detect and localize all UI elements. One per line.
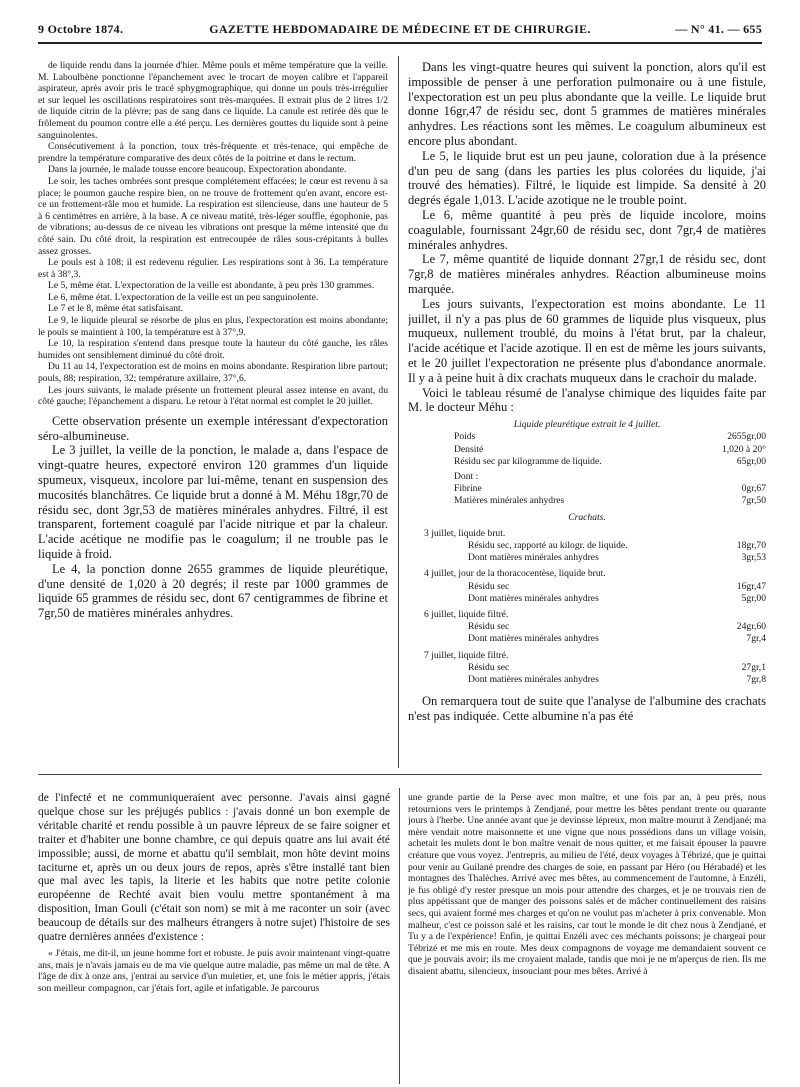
table-row bbox=[408, 581, 766, 593]
feuilleton-divider bbox=[38, 774, 762, 775]
feuilleton-right bbox=[408, 792, 766, 1082]
paragraph: Le 4, la ponction donne 2655 grammes de liquide pleurétique, d'une densité de 1,020 à 20 degrés; il reste par 1000 grammes de liquide 65 grammes de résidu sec, dont 67 centigrammes de fibrine et 7gr,50 de matières minérales anhydres. bbox=[38, 561, 388, 621]
row-label: Dont matières minérales anhydres bbox=[468, 592, 599, 604]
table-row bbox=[408, 552, 766, 564]
table-row bbox=[408, 483, 766, 495]
feuilleton-quote-continued bbox=[408, 792, 766, 978]
row-value: 18gr,70 bbox=[736, 539, 766, 551]
row-label: Dont matières minérales anhydres bbox=[468, 552, 599, 564]
table-row bbox=[408, 444, 766, 456]
paragraph: de l'infecté et ne communiqueraient avec personne. J'avais ainsi gagné quelque chose sur les préjugés publics : j'avais donné un bon exemple de véritable charité et rendu possible à un pauvre lépreux de se faire soigner et traiter et d'habiter une bonne chambre, ce qui depuis quatre ans lui avait été impossible; aussi, de morne et abattu qu'il semblait, mon hôte devint moins taciturne et, après un ou deux jours de repos, après s'être installé tant bien que mal avec les tapis, la literie et les habits que notre petite colonie européenne de Rechté avait bien voulu mettre spontanément à ma disposition, Iman Gouli (c'était son nom) se mit à me raconter un soir (avec beaucoup de détails sur des malheurs étrangers à notre sujet) l'histoire de ses quatre dernières années d'existence : bbox=[38, 792, 390, 944]
row-value: 2655gr,00 bbox=[727, 431, 766, 443]
table-row bbox=[408, 593, 766, 605]
left-column bbox=[38, 60, 388, 770]
paragraph: Dans la journée, le malade tousse encore beaucoup. Expectoration abondante. bbox=[48, 164, 347, 176]
crachats-heading: Crachats. bbox=[568, 511, 606, 523]
row-value: 7gr,8 bbox=[746, 673, 766, 685]
row-label: Densité bbox=[454, 443, 484, 455]
feuilleton-text bbox=[38, 792, 390, 945]
paragraph: Cette observation présente un exemple intéressant d'expectoration séro-albumineuse. bbox=[38, 413, 388, 443]
table-row bbox=[408, 495, 766, 507]
paragraph: Les jours suivants, l'expectoration est moins abondante. Le 11 juillet, il n'y a pas plus de 60 grammes de liquide plus visqueux, plus muqueux, nullement troublé, du moins à l'état brut, par la chaleur, l'acide acétique et l'acide azotique. Il en est de même les jours suivants, et le 20 juillet l'expectoration ne présente plus d'abondance anormale. Il y a à peine huit à dix crachats muqueux dans le crachoir du malade. bbox=[408, 296, 766, 385]
table-row bbox=[408, 431, 766, 443]
paragraph: Consécutivement à la ponction, toux très-fréquente et très-tenace, qui empêche de prendre la température comparative des deux côtés de la poitrine et dans le rectum. bbox=[38, 141, 388, 164]
row-value: 16gr,47 bbox=[736, 580, 766, 592]
row-label: Poids bbox=[454, 431, 476, 443]
paragraph: « J'étais, me dit-il, un jeune homme fort et robuste. Je puis avoir maintenant vingt-quatre ans, mais je n'avais jamais eu de ma vie quelque autre maladie, pas même un mal de tête. A l'âge de dix à onze ans, j'entrai au service d'un muletier, et, une fois le métier appris, j'étais son meilleur compagnon, car j'étais fort, agile et infatigable. Je parcourus bbox=[38, 947, 390, 994]
row-value: 0gr,67 bbox=[741, 483, 766, 495]
row-label: Résidu sec bbox=[468, 621, 510, 633]
paragraph: Le pouls est à 108; il est redevenu régulier. Les respirations sont à 36. La température est à 38°,3. bbox=[38, 257, 388, 280]
journal-title: GAZETTE HEBDOMADAIRE DE MÉDECINE ET DE CHIRURGIE. bbox=[209, 22, 591, 36]
issue-page-number: — N° 41. — 655 bbox=[675, 22, 762, 36]
row-value: 7gr,50 bbox=[741, 495, 766, 507]
group-head: 3 juillet, liquide brut. bbox=[424, 527, 506, 539]
table-row bbox=[408, 456, 766, 468]
paragraph: Dans les vingt-quatre heures qui suivent la ponction, alors qu'il est impossible de penser à une perforation pulmonaire ou à une fistule, l'expectoration est un peu plus abondante que la veille. Le liquide brut donne 16gr,47 de résidu sec, dont 5 grammes de matières minérales anhydres. Les réactions sont les mêmes. Le coagulum albumineux est encore plus abondant. bbox=[408, 60, 766, 148]
paragraph: de liquide rendu dans la journée d'hier. Même pouls et même température que la veille. M. Laboulbène ponctionne l'épanchement avec le trocart de moyen calibre et l'appareil aspirateur, après avoir pris le tracé sphygmographique, qui donne un pouls très-irrégulier et sur lequel les oscillations respiratoires sont très-marquées. Il extrait plus de 2 litres 1/2 de liquide citrin de la plèvre; pas de sang dans ce liquide. La canule est retirée dès que le frôlement du poumon contre elle a été perçu. Les dernières gouttes du liquide sont à peine sanguinolentes. bbox=[38, 60, 388, 141]
row-label: Résidu sec, rapporté au kilogr. de liquide. bbox=[468, 539, 628, 551]
paragraph: Les jours suivants, le malade présente un frottement pleural assez intense en avant, du côté gauche; l'épanchement a disparu. Le retour à l'état normal est complet le 20 juillet. bbox=[38, 384, 388, 408]
table-row bbox=[408, 540, 766, 552]
dont-label: Dont : bbox=[454, 470, 479, 482]
group-head: 6 juillet, liquide filtré. bbox=[424, 608, 509, 620]
row-label: Résidu sec par kilogramme de liquide. bbox=[454, 455, 602, 467]
row-label: Fibrine bbox=[454, 483, 482, 495]
paragraph: Le 10, la respiration s'entend dans presque toute la hauteur du côté gauche, les râles humides ont sensiblement diminué du côté droit. bbox=[38, 338, 388, 361]
table-row bbox=[408, 633, 766, 645]
right-column bbox=[408, 60, 766, 770]
column-divider bbox=[398, 56, 399, 768]
paragraph: Le soir, les taches ombrées sont presque complétement effacées; le cœur est revenu à sa place; le poumon gauche respire bien, on ne trouve de frottement qu'en avant, encore est-ce un frottement-râle mou et humide. La respiration est silencieuse, dans une hauteur de 5 à 6 centimètres en arrière, à la base. A ce niveau matité, très-léger souffle, égophonie, pas de vibrations; au-dessus de ce niveau les vibrations ont presque la même intensité que du côté sain. Du côté droit, la respiration est entrecoupée de râles sous-crépitants à bulles assez grosses. bbox=[38, 175, 388, 257]
table-row bbox=[408, 674, 766, 686]
lower-column-divider bbox=[399, 788, 400, 1084]
row-label: Dont matières minérales anhydres bbox=[468, 633, 599, 645]
row-value: 24gr,60 bbox=[736, 621, 766, 633]
right-discussion bbox=[408, 60, 766, 415]
feuilleton-quote bbox=[38, 948, 390, 994]
row-value: 3gr,53 bbox=[741, 552, 766, 564]
paragraph: Le 6, même état. L'expectoration de la veille est un peu sanguinolente. bbox=[48, 291, 319, 303]
row-value: 5gr,00 bbox=[741, 592, 766, 604]
table-row bbox=[408, 621, 766, 633]
paragraph: Le 3 juillet, la veille de la ponction, le malade a, dans l'espace de vingt-quatre heures, expectoré environ 120 grammes d'un liquide spumeux, visqueux, incolore par lui-même, tenant en suspension des mucosités blanchâtres. Ce liquide brut a donné à M. Méhu 18gr,70 de résidu sec, dont 3gr,53 de matières minérales anhydres. Filtré, il est transparent, fortement coagulé par l'acide nitrique et par la chaleur. L'acide acétique ne modifie pas le coagulum; il ne trouble pas le liquide à froid. bbox=[38, 443, 388, 561]
row-label: Résidu sec bbox=[468, 580, 510, 592]
discussion bbox=[38, 414, 388, 621]
paragraph: Le 5, même état. L'expectoration de la veille est abondante, à peu près 130 grammes. bbox=[48, 280, 375, 292]
paragraph: Voici le tableau résumé de l'analyse chimique des liquides faite par M. le docteur Méhu : bbox=[408, 385, 766, 415]
paragraph: Le 9, le liquide pleural se résorbe de plus en plus, l'expectoration est moins abondante; le pouls se maintient à 100, la température est à 37°,9. bbox=[38, 315, 388, 338]
table-title: Liquide pleurétique extrait le 4 juillet. bbox=[513, 419, 661, 431]
closing-text bbox=[408, 694, 766, 724]
row-label: Résidu sec bbox=[468, 661, 510, 673]
running-header bbox=[38, 20, 762, 44]
row-value: 65gr,00 bbox=[736, 455, 766, 467]
case-notes bbox=[38, 60, 388, 408]
row-label: Dont matières minérales anhydres bbox=[468, 673, 599, 685]
paragraph: une grande partie de la Perse avec mon maître, et une fois par an, à peu près, nous retournions vers le printemps à Zendjané, pour mettre les bêtes pendant trente ou quarante jours à l'herbe. Une année avant que je devinsse lépreux, mon maître mourut à Zendjané; ma mère vendait notre maisonnette et une vigne que nous possédions dans un village voisin, achetait les mulets dont le bon maître venait de nous quitter, et me faisait épouser la pauvre créature que vous voyez. J'entrepris, au milieu de l'été, deux voyages à Tébrizé, que je quittai pour venir au Guilané prendre des charges de soie, en passant par Héro (ou Hérabadé) et les montagnes des Thalèches. Arrivé avec mes bêtes, au commencement de l'automne, à Enzéli, je fus obligé d'y rester presque un mois pour attendre des charges, et je ne trouvais rien de plus appétissant que de manger des poissons salés et de mâcher continuellement des raisins secs, qui avaient formé mes charges et qu'on ne voulut pas m'acheter à prix convenable. Mon malheur, c'est ce poisson salé et les raisins, car tout le monde le dit chez nous à Zendjané, et Tu y a de l'expérience! Enfin, je quittai Enzéli avec ces méchants poissons; je chargeai pour Tébrizé et me mis en route. Mes deux compagnons de voyage me demandaient souvent ce que je pouvais avoir; ils me croyaient malade, tandis que moi je ne m'aperçus de rien. Ils me disaient abattu, silencieux, insouciant pour mes bêtes. Arrivé à bbox=[408, 792, 766, 977]
group-head: 4 juillet, jour de la thoracocentèse, liquide brut. bbox=[424, 568, 606, 580]
paragraph: Le 6, même quantité à peu près de liquide incolore, moins coagulable, fournissant 24gr,60 de résidu sec, dont 7gr,4 de matières minérales anhydres. bbox=[408, 207, 766, 252]
feuilleton-left bbox=[38, 792, 390, 1082]
paragraph: Le 7 et le 8, même état satisfaisant. bbox=[48, 303, 184, 315]
analysis-table bbox=[408, 419, 766, 686]
row-label: Matières minérales anhydres bbox=[454, 495, 565, 507]
paragraph: On remarquera tout de suite que l'analyse de l'albumine des crachats n'est pas indiquée. Cette albumine n'a pas été bbox=[408, 694, 766, 723]
paragraph: Le 5, le liquide brut est un peu jaune, coloration due à la présence d'un peu de sang (dans les parties les plus colorées du liquide, j'ai trouvé des hématies). Filtré, le liquide est limpide. Sa densité à 20 degrés égale 1,013. L'acide azotique ne le trouble point. bbox=[408, 148, 766, 208]
row-value: 7gr,4 bbox=[746, 633, 766, 645]
table-row bbox=[408, 662, 766, 674]
paragraph: Du 11 au 14, l'expectoration est de moins en moins abondante. Respiration libre partout; pouls, 88; respiration, 32; température axillaire, 37°,6. bbox=[38, 361, 388, 385]
row-value: 1,020 à 20° bbox=[721, 443, 766, 455]
group-head: 7 juillet, liquide filtré. bbox=[424, 649, 509, 661]
issue-date: 9 Octobre 1874. bbox=[38, 22, 124, 36]
row-value: 27gr,1 bbox=[741, 661, 766, 673]
paragraph: Le 7, même quantité de liquide donnant 27gr,1 de résidu sec, dont 7gr,8 de matières minérales anhydres. Réaction albumineuse moins marquée. bbox=[408, 252, 766, 296]
